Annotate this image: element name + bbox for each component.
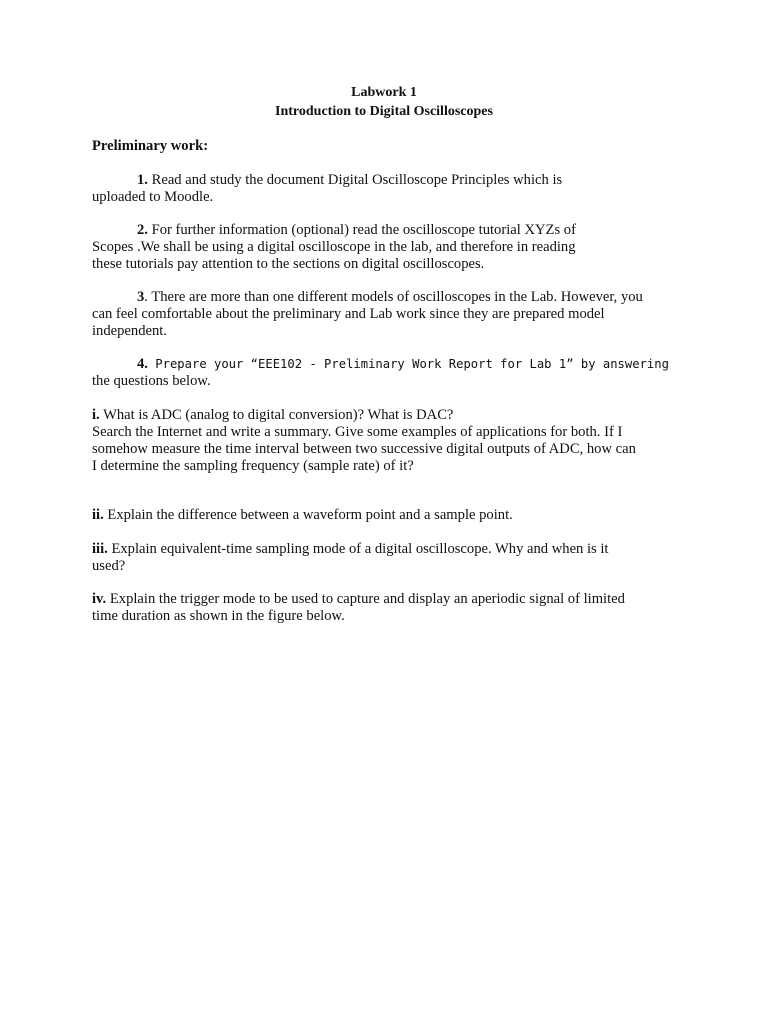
question-i-line-3: somehow measure the time interval between two successive digital outputs of ADC, how can xyxy=(92,441,636,457)
item-3-line-3: independent. xyxy=(92,323,167,339)
item-1-line-1 xyxy=(137,171,562,189)
question-i-text: What is ADC (analog to digital conversion)? What is DAC? xyxy=(99,407,454,423)
item-3-line-1 xyxy=(137,288,643,306)
document-title: Labwork 1 xyxy=(351,85,417,100)
question-ii-line-1 xyxy=(92,506,513,524)
item-4-text: Prepare your “EEE102 - Preliminary Work Report for Lab 1” by answering xyxy=(147,357,669,371)
item-3-text: . There are more than one different models of oscilloscopes in the Lab. However, you xyxy=(144,289,643,305)
item-1-text: Read and study the document Digital Oscilloscope Principles which is xyxy=(147,172,563,188)
question-iv-label: iv. xyxy=(92,591,107,607)
item-1-line-2: uploaded to Moodle. xyxy=(92,189,214,205)
question-iii-line-2: used? xyxy=(92,558,126,574)
question-i-label: i. xyxy=(92,407,100,423)
question-ii-label: ii. xyxy=(92,507,104,523)
item-4-line-2: the questions below. xyxy=(92,373,211,389)
question-iv-text: Explain the trigger mode to be used to capture and display an aperiodic signal of limited xyxy=(106,591,625,607)
item-2-text: For further information (optional) read the oscilloscope tutorial XYZs of xyxy=(147,222,576,238)
item-2-number: 2. xyxy=(137,222,148,238)
item-2-line-3: these tutorials pay attention to the sections on digital oscilloscopes. xyxy=(92,256,485,272)
title-block xyxy=(0,83,768,121)
question-iii-text: Explain equivalent-time sampling mode of a digital oscilloscope. Why and when is it xyxy=(107,541,609,557)
question-i-line-2: Search the Internet and write a summary. Give some examples of applications for both. If I xyxy=(92,424,623,440)
item-3-number: 3 xyxy=(137,289,145,305)
question-iv-line-2: time duration as shown in the figure below. xyxy=(92,608,345,624)
item-2-line-2: Scopes .We shall be using a digital oscilloscope in the lab, and therefore in reading xyxy=(92,239,576,255)
section-heading xyxy=(92,137,208,155)
item-4-number: 4. xyxy=(137,356,148,372)
item-2-line-1 xyxy=(137,221,576,239)
item-1-number: 1. xyxy=(137,172,148,188)
question-iv-line-1 xyxy=(92,590,625,608)
question-i-line-4: I determine the sampling frequency (sample rate) of it? xyxy=(92,458,414,474)
question-ii-text: Explain the difference between a waveform point and a sample point. xyxy=(103,507,513,523)
item-3-line-2: can feel comfortable about the preliminary and Lab work since they are prepared model xyxy=(92,306,605,322)
question-iii-line-1 xyxy=(92,540,609,558)
document-subtitle: Introduction to Digital Oscilloscopes xyxy=(275,104,493,119)
question-i-line-1 xyxy=(92,406,453,424)
section-heading-text: Preliminary work: xyxy=(92,138,209,154)
item-4-line-1 xyxy=(137,355,669,373)
question-iii-label: iii. xyxy=(92,541,108,557)
